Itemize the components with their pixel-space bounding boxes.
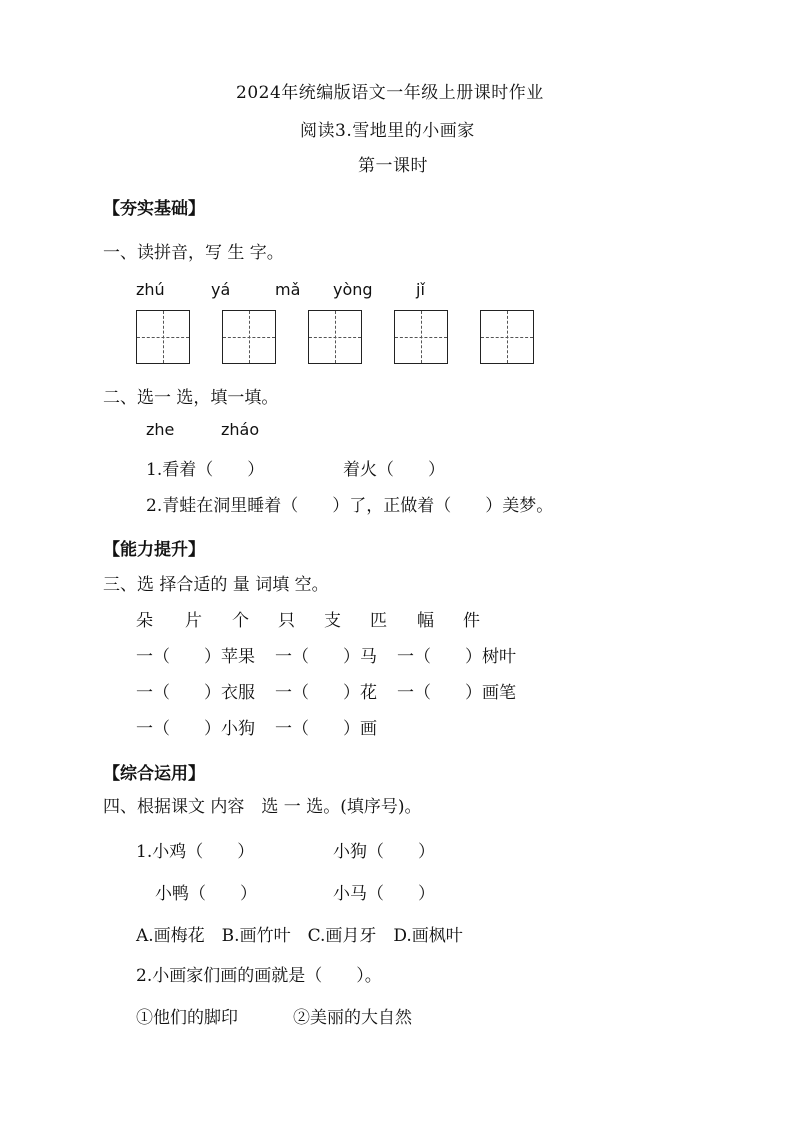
writing-grid-box[interactable] [394, 310, 448, 364]
measure-word: 件 [463, 611, 480, 631]
measure-word: 朵 [136, 611, 153, 631]
question-4-item-2: 2.小画家们画的画就是（ ）。 [136, 966, 382, 986]
question-4-item: 小鸭（ ） [155, 884, 257, 904]
period-title: 第一课时 [358, 156, 428, 176]
question-2-line-2: 2.青蛙在洞里睡着（ ）了，正做着（ ）美梦。 [146, 496, 554, 516]
writing-grid-box[interactable] [136, 310, 190, 364]
question-2-line-1b: 着火（ ） [343, 460, 445, 480]
fill-blank-item: 一（ ）小狗 [136, 719, 255, 739]
pinyin-label: jǐ [416, 280, 425, 299]
question-2-line-1a: 1.看着（ ） [146, 460, 265, 480]
pinyin-label: zhú [136, 280, 165, 299]
section-heading-improve: 【能力提升】 [103, 540, 205, 560]
question-1-prompt: 一、读拼音，写 生 字。 [103, 243, 284, 263]
pinyin-label: yá [211, 280, 231, 299]
pinyin-option: zháo [221, 420, 260, 439]
fill-blank-item: 一（ ）画笔 [397, 683, 516, 703]
writing-grid-box[interactable] [480, 310, 534, 364]
measure-word: 支 [324, 611, 341, 631]
question-3-prompt: 三、选 择合适的 量 词填 空。 [103, 575, 329, 595]
worksheet-title: 2024年统编版语文一年级上册课时作业 [236, 83, 544, 103]
lesson-title: 阅读3.雪地里的小画家 [300, 121, 475, 141]
fill-blank-item: 一（ ）画 [275, 719, 377, 739]
writing-grid-box[interactable] [308, 310, 362, 364]
fill-blank-item: 一（ ）马 [275, 647, 377, 667]
pinyin-option: zhe [146, 420, 175, 439]
option-nature: ②美丽的大自然 [293, 1008, 412, 1028]
measure-word: 个 [232, 611, 249, 631]
measure-word: 只 [278, 611, 295, 631]
pinyin-label: mǎ [275, 280, 301, 299]
question-2-prompt: 二、选一 选，填一填。 [103, 388, 279, 408]
question-4-item: 小狗（ ） [333, 842, 435, 862]
answer-choices: A.画梅花 B.画竹叶 C.画月牙 D.画枫叶 [136, 926, 463, 946]
section-heading-apply: 【综合运用】 [103, 764, 205, 784]
fill-blank-item: 一（ ）花 [275, 683, 377, 703]
measure-word: 片 [185, 611, 202, 631]
fill-blank-item: 一（ ）苹果 [136, 647, 255, 667]
pinyin-label: yòng [333, 280, 373, 299]
fill-blank-item: 一（ ）树叶 [397, 647, 516, 667]
section-heading-basics: 【夯实基础】 [103, 199, 205, 219]
measure-word: 幅 [417, 611, 434, 631]
question-4-item: 1.小鸡（ ） [136, 842, 255, 862]
fill-blank-item: 一（ ）衣服 [136, 683, 255, 703]
question-4-item: 小马（ ） [333, 884, 435, 904]
question-4-prompt: 四、根据课文 内容 选 一 选。(填序号)。 [103, 797, 422, 817]
option-footprints: ①他们的脚印 [136, 1008, 238, 1028]
writing-grid-box[interactable] [222, 310, 276, 364]
measure-word: 匹 [370, 611, 387, 631]
